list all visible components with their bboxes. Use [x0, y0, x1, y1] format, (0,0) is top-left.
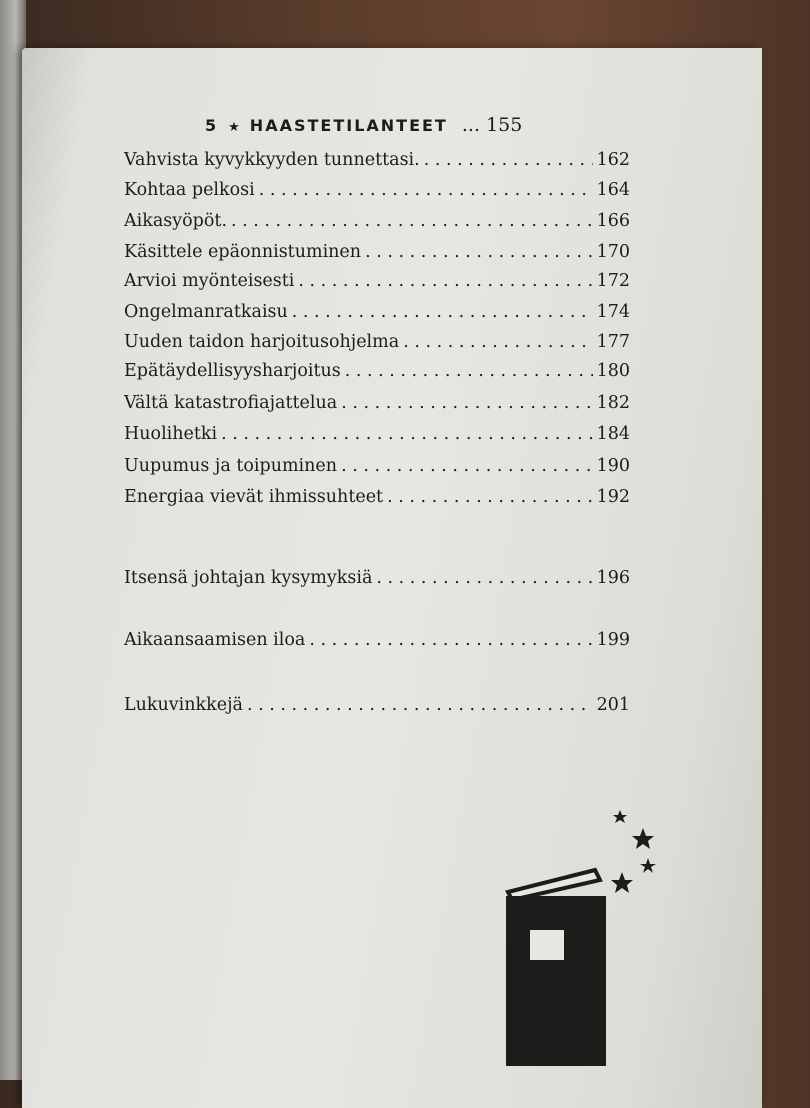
dot-leader [403, 332, 592, 352]
entry-page: 184 [596, 424, 630, 444]
entry-page: 199 [596, 630, 630, 650]
dot-leader [341, 393, 592, 413]
entry-title: Ongelmanratkaisu [124, 302, 288, 322]
star-icon [632, 828, 654, 849]
toc-entry [124, 150, 630, 170]
entry-page: 177 [596, 332, 630, 352]
dot-leader [424, 150, 593, 170]
entry-title: Uupumus ja toipuminen [124, 456, 338, 476]
toc-entry [124, 695, 630, 715]
entry-page: 201 [596, 695, 630, 715]
toc-entry [124, 211, 630, 231]
entry-page: 180 [596, 361, 630, 381]
entry-title: Uuden taidon harjoitusohjelma [124, 332, 400, 352]
entry-title: Energiaa vievät ihmissuhteet [124, 487, 384, 507]
entry-page: 172 [596, 271, 630, 291]
entry-title: Aikasyöpöt. [124, 211, 228, 231]
entry-page: 196 [596, 568, 630, 588]
star-icon [611, 872, 633, 893]
star-icon [613, 810, 627, 823]
chapter-heading [205, 114, 522, 136]
entry-page: 166 [596, 211, 630, 231]
dot-leader [345, 361, 593, 381]
dot-leader [309, 630, 592, 650]
entry-title: Käsittele epäonnistuminen [124, 242, 362, 262]
entry-title: Huolihetki [124, 424, 218, 444]
toc-entry [124, 180, 630, 200]
dot-leader [231, 211, 593, 231]
book-icon [506, 896, 606, 1066]
toc-entry [124, 456, 630, 476]
entry-title: Itsensä johtajan kysymyksiä [124, 568, 373, 588]
star-icon [640, 858, 656, 873]
dot-leader [365, 242, 593, 262]
book-label [530, 930, 564, 960]
dot-leader [247, 695, 593, 715]
entry-page: 192 [596, 487, 630, 507]
book-cover-open [508, 870, 600, 900]
toc-entry [124, 302, 630, 322]
toc-entry [124, 332, 630, 352]
entry-page: 164 [596, 180, 630, 200]
chapter-title: HAASTETILANTEET [249, 116, 448, 135]
toc-entry [124, 361, 630, 381]
entry-page: 174 [596, 302, 630, 322]
chapter-leader: ... [461, 114, 481, 136]
dot-leader [376, 568, 592, 588]
dot-leader [387, 487, 593, 507]
entry-page: 182 [596, 393, 630, 413]
toc-entry [124, 487, 630, 507]
dot-leader [292, 302, 593, 322]
toc-entry [124, 393, 630, 413]
entry-page: 170 [596, 242, 630, 262]
entry-page: 190 [596, 456, 630, 476]
chapter-page: 155 [486, 114, 523, 136]
dot-leader [341, 456, 593, 476]
dot-leader [259, 180, 593, 200]
star-icon: ★ [228, 120, 240, 135]
entry-title: Arvioi myönteisesti [124, 271, 295, 291]
entry-page: 162 [596, 150, 630, 170]
toc-entry [124, 568, 630, 588]
entry-title: Epätäydellisyysharjoitus [124, 361, 341, 381]
entry-title: Vahvista kyvykkyyden tunnettasi. [124, 150, 420, 170]
toc-entry [124, 424, 630, 444]
dot-leader [221, 424, 592, 444]
toc-entry [124, 271, 630, 291]
entry-title: Aikaansaamisen iloa [124, 630, 306, 650]
book-with-stars-illustration [500, 800, 670, 1070]
toc-entry [124, 630, 630, 650]
entry-title: Kohtaa pelkosi [124, 180, 255, 200]
entry-title: Vältä katastrofiajattelua [124, 393, 338, 413]
entry-title: Lukuvinkkejä [124, 695, 243, 715]
chapter-number: 5 [205, 116, 219, 135]
toc-entry [124, 242, 630, 262]
dot-leader [298, 271, 592, 291]
